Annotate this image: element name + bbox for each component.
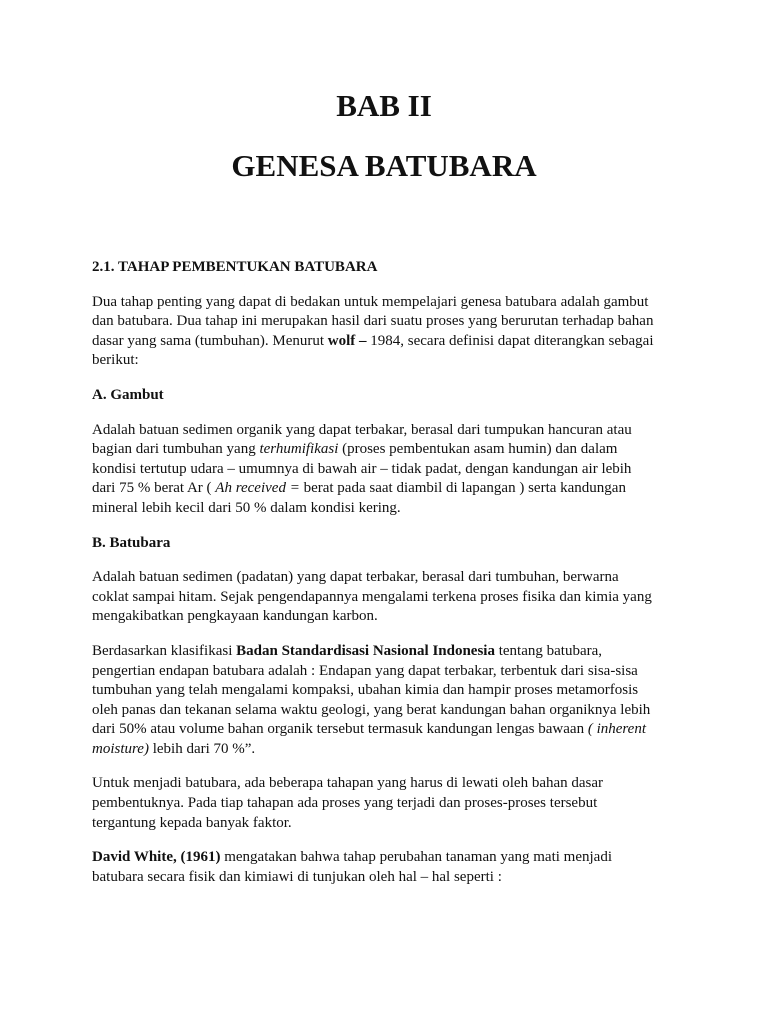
intro-paragraph <box>92 293 682 371</box>
text-line: tumbuhan yang telah mengalami kompaksi, ubahan kimia dan hampir proses metamorfosis <box>92 682 639 699</box>
text-line: Adalah batuan sedimen organik yang dapat terbakar, berasal dari tumpukan hancuran atau <box>92 421 632 438</box>
text-line <box>92 740 682 760</box>
text-line <box>92 332 682 352</box>
batubara-paragraph-2 <box>92 642 682 760</box>
batubara-paragraph-4 <box>92 848 682 887</box>
term-inherent: ( inherent <box>587 721 647 738</box>
text-line <box>92 642 682 662</box>
chapter-number: BAB II <box>336 88 432 123</box>
gambut-paragraph <box>92 421 682 519</box>
text-segment: 1984, secara definisi dapat diterangkan sebagai <box>366 332 654 349</box>
author-wolf: wolf – <box>327 332 367 349</box>
text-line: oleh panas dan tekanan selama waktu geologi, yang berat kandungan bahan organiknya lebih <box>92 701 651 718</box>
text-segment: Berdasarkan klasifikasi <box>92 642 237 659</box>
term-terhumifikasi: terhumifikasi <box>259 441 339 458</box>
document-body <box>92 258 682 902</box>
section-heading: 2.1. TAHAP PEMBENTUKAN BATUBARA <box>92 259 378 275</box>
text-line: tergantung kepada banyak faktor. <box>92 814 292 831</box>
text-line: mineral lebih kecil dari 50 % dalam kondisi kering. <box>92 499 401 516</box>
text-line: mengakibatkan pengkayaan kandungan karbon. <box>92 608 378 625</box>
text-line <box>92 440 682 460</box>
text-line: Adalah batuan sedimen (padatan) yang dapat terbakar, berasal dari tumbuhan, berwarna <box>92 569 619 586</box>
text-line: kondisi tertutup udara – umumnya di bawah air – tidak padat, dengan kandungan air lebih <box>92 460 632 477</box>
text-segment: (proses pembentukan asam humin) dan dalam <box>338 441 618 458</box>
text-segment: bagian dari tumbuhan yang <box>92 441 260 458</box>
text-segment: berat pada saat diambil di lapangan ) serta kandungan <box>299 480 626 497</box>
text-segment: dari 75 % berat Ar ( <box>92 480 216 497</box>
text-line: pembentuknya. Pada tiap tahapan ada proses yang terjadi dan proses-proses tersebut <box>92 795 598 812</box>
text-segment: lebih dari 70 %”. <box>148 740 256 757</box>
text-segment: tentang batubara, <box>494 642 603 659</box>
text-line <box>92 848 682 868</box>
batubara-paragraph-3 <box>92 774 682 833</box>
text-line: berikut: <box>92 352 139 369</box>
term-ah-received: Ah received = <box>215 480 300 497</box>
batubara-paragraph-1 <box>92 568 682 627</box>
text-segment: dasar yang sama (tumbuhan). Menurut <box>92 332 328 349</box>
subheading-batubara: B. Batubara <box>92 534 171 551</box>
text-line: batubara secara fisik dan kimiawi di tunjukan oleh hal – hal seperti : <box>92 868 502 885</box>
text-line <box>92 720 682 740</box>
chapter-title: GENESA BATUBARA <box>231 148 537 183</box>
text-segment: mengatakan bahwa tahap perubahan tanaman yang mati menjadi <box>220 849 612 866</box>
text-line <box>92 479 682 499</box>
subheading-gambut: A. Gambut <box>92 386 164 403</box>
text-line: Untuk menjadi batubara, ada beberapa tahapan yang harus di lewati oleh bahan dasar <box>92 775 604 792</box>
text-segment: dari 50% atau volume bahan organik tersebut termasuk kandungan lengas bawaan <box>92 721 588 738</box>
author-david-white: David White, (1961) <box>92 849 221 866</box>
text-line: Dua tahap penting yang dapat di bedakan untuk mempelajari genesa batubara adalah gambut <box>92 293 649 310</box>
term-moisture: moisture) <box>92 740 149 757</box>
text-line: coklat sampai hitam. Sejak pengendapannya mengalami terkena proses fisika dan kimia yang <box>92 588 652 605</box>
text-line: dan batubara. Dua tahap ini merupakan hasil dari suatu proses yang berurutan terhadap bahan <box>92 313 654 330</box>
term-bsn: Badan Standardisasi Nasional Indonesia <box>236 642 495 659</box>
text-line: pengertian endapan batubara adalah : Endapan yang dapat terbakar, terbentuk dari sisa-sisa <box>92 662 638 679</box>
